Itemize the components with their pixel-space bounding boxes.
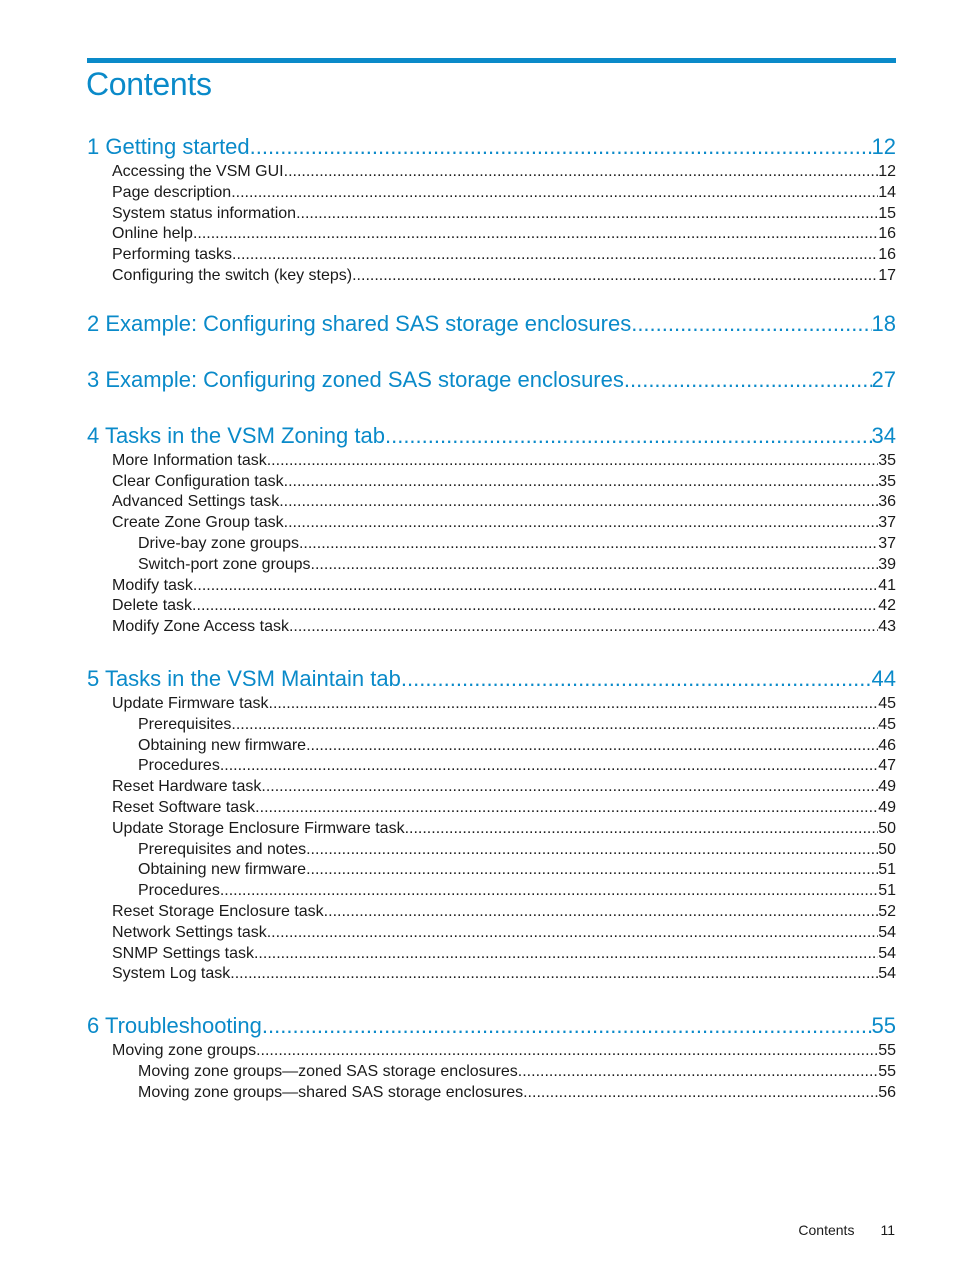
toc-section-title: Reset Hardware task bbox=[112, 778, 262, 796]
toc-section-title: Clear Configuration task bbox=[112, 472, 284, 490]
toc-section-title: Performing tasks bbox=[112, 246, 233, 264]
toc-leader-dots bbox=[279, 492, 878, 513]
header-rule bbox=[87, 58, 896, 63]
toc-section-title: SNMP Settings task bbox=[112, 944, 254, 962]
toc-leader-dots bbox=[352, 266, 878, 287]
toc-section-title: Reset Software task bbox=[112, 798, 256, 816]
toc-section-page: 55 bbox=[878, 1062, 896, 1080]
toc-section-page: 56 bbox=[878, 1083, 896, 1101]
toc-section-title: Procedures bbox=[138, 757, 220, 775]
toc-section-page: 12 bbox=[878, 163, 896, 180]
toc-chapter-title: 3 Example: Configuring zoned SAS storage enclosures bbox=[87, 366, 624, 392]
toc-chapter-page: 34 bbox=[871, 422, 896, 448]
toc-section[interactable] bbox=[87, 266, 896, 287]
page-footer bbox=[798, 1222, 895, 1238]
toc-section[interactable] bbox=[87, 902, 896, 923]
toc-section-title: Prerequisites and notes bbox=[138, 840, 307, 858]
toc-section-page: 37 bbox=[878, 534, 896, 552]
toc-section-page: 54 bbox=[878, 944, 896, 962]
toc-section-title: Accessing the VSM GUI bbox=[112, 163, 284, 180]
toc-leader-dots bbox=[284, 162, 879, 183]
toc-section-page: 35 bbox=[878, 451, 896, 469]
toc-section-title: Page description bbox=[112, 183, 232, 201]
toc-section[interactable] bbox=[87, 1041, 896, 1062]
toc-section-page: 49 bbox=[878, 798, 896, 816]
toc-section-title: Modify Zone Access task bbox=[112, 618, 289, 636]
toc-chapter-title: 4 Tasks in the VSM Zoning tab bbox=[87, 422, 385, 448]
toc-section-title: Create Zone Group task bbox=[112, 514, 284, 532]
toc-section-page: 49 bbox=[878, 778, 896, 796]
toc-section-title: Obtaining new firmware bbox=[138, 861, 307, 879]
toc-leader-dots bbox=[254, 944, 878, 965]
toc-leader-dots bbox=[324, 902, 879, 923]
toc-section[interactable] bbox=[87, 944, 896, 965]
toc-section[interactable] bbox=[87, 534, 896, 555]
toc-section-page: 51 bbox=[878, 882, 896, 900]
toc-section-title: System Log task bbox=[112, 965, 231, 983]
toc-leader-dots bbox=[220, 881, 878, 902]
toc-chapter-page: 12 bbox=[871, 134, 896, 159]
toc-leader-dots bbox=[296, 204, 878, 225]
toc-section-title: Advanced Settings task bbox=[112, 493, 280, 511]
toc-section-page: 14 bbox=[878, 183, 896, 201]
toc-section-page: 51 bbox=[878, 861, 896, 879]
toc-section-page: 37 bbox=[878, 514, 896, 532]
toc-chapter-2[interactable] bbox=[87, 309, 896, 339]
toc-leader-dots bbox=[306, 736, 878, 757]
toc-section[interactable] bbox=[87, 245, 896, 266]
toc-section[interactable] bbox=[87, 923, 896, 944]
toc-chapter-page: 27 bbox=[871, 366, 896, 392]
toc-leader-dots bbox=[401, 664, 872, 694]
toc-leader-dots bbox=[267, 923, 878, 944]
toc-leader-dots bbox=[306, 840, 878, 861]
toc-section-page: 41 bbox=[878, 576, 896, 594]
toc-leader-dots bbox=[255, 798, 878, 819]
toc-chapter-page: 44 bbox=[871, 665, 896, 691]
table-of-contents bbox=[87, 132, 896, 1104]
toc-section-page: 45 bbox=[878, 715, 896, 733]
toc-section-title: System status information bbox=[112, 204, 297, 222]
toc-section[interactable] bbox=[87, 715, 896, 736]
toc-leader-dots bbox=[405, 819, 879, 840]
footer-page-number: 11 bbox=[880, 1222, 895, 1238]
toc-leader-dots bbox=[192, 596, 878, 617]
toc-section[interactable] bbox=[87, 204, 896, 225]
toc-chapter-title: 2 Example: Configuring shared SAS storage enclosures bbox=[87, 310, 632, 336]
toc-section-title: More Information task bbox=[112, 451, 267, 469]
toc-chapter-1[interactable] bbox=[87, 132, 896, 162]
toc-section-page: 50 bbox=[878, 840, 896, 858]
toc-section[interactable] bbox=[87, 596, 896, 617]
toc-chapter-page: 55 bbox=[871, 1013, 896, 1039]
toc-chapter-5[interactable] bbox=[87, 664, 896, 694]
toc-section[interactable] bbox=[87, 162, 896, 183]
footer-label: Contents bbox=[798, 1222, 855, 1238]
toc-section[interactable] bbox=[87, 1083, 896, 1104]
toc-chapter-title: 6 Troubleshooting bbox=[87, 1013, 262, 1039]
toc-section-page: 54 bbox=[878, 923, 896, 941]
toc-leader-dots bbox=[299, 534, 878, 555]
toc-section[interactable] bbox=[87, 881, 896, 902]
toc-leader-dots bbox=[231, 183, 878, 204]
toc-chapter-page: 18 bbox=[871, 310, 896, 336]
toc-section-page: 15 bbox=[878, 204, 896, 222]
toc-section[interactable] bbox=[87, 617, 896, 638]
toc-section[interactable] bbox=[87, 513, 896, 534]
toc-leader-dots bbox=[284, 472, 879, 493]
toc-section[interactable] bbox=[87, 964, 896, 985]
toc-leader-dots bbox=[193, 224, 878, 245]
toc-section-title: Network Settings task bbox=[112, 923, 267, 941]
toc-section-title: Prerequisites bbox=[138, 715, 232, 733]
toc-section-page: 16 bbox=[878, 246, 896, 264]
toc-section-page: 16 bbox=[878, 225, 896, 243]
toc-leader-dots bbox=[256, 1041, 878, 1062]
toc-section-title: Switch-port zone groups bbox=[138, 555, 311, 573]
toc-section[interactable] bbox=[87, 555, 896, 576]
toc-section-page: 47 bbox=[878, 757, 896, 775]
toc-section[interactable] bbox=[87, 224, 896, 245]
toc-section-title: Online help bbox=[112, 225, 193, 243]
toc-section-title: Delete task bbox=[112, 597, 193, 615]
toc-leader-dots bbox=[232, 245, 878, 266]
toc-leader-dots bbox=[385, 421, 872, 451]
toc-section-page: 50 bbox=[878, 819, 896, 837]
toc-section-title: Moving zone groups bbox=[112, 1042, 257, 1060]
toc-section-title: Modify task bbox=[112, 576, 193, 594]
toc-leader-dots bbox=[230, 964, 878, 985]
toc-leader-dots bbox=[306, 860, 878, 881]
toc-section-page: 42 bbox=[878, 597, 896, 615]
toc-section-title: Configuring the switch (key steps) bbox=[112, 266, 353, 284]
toc-section-title: Drive-bay zone groups bbox=[138, 534, 299, 552]
toc-leader-dots bbox=[261, 777, 878, 798]
toc-section-page: 17 bbox=[878, 266, 896, 284]
toc-section-title: Moving zone groups—shared SAS storage enclosures bbox=[138, 1083, 524, 1101]
toc-section-page: 55 bbox=[878, 1042, 896, 1060]
toc-section[interactable] bbox=[87, 736, 896, 757]
toc-chapter-4[interactable] bbox=[87, 421, 896, 451]
toc-section[interactable] bbox=[87, 576, 896, 597]
toc-leader-dots bbox=[311, 555, 879, 576]
toc-section-title: Update Storage Enclosure Firmware task bbox=[112, 819, 405, 837]
toc-section-page: 35 bbox=[878, 472, 896, 490]
toc-section-page: 43 bbox=[878, 618, 896, 636]
toc-leader-dots bbox=[231, 715, 878, 736]
toc-section-title: Obtaining new firmware bbox=[138, 736, 307, 754]
toc-leader-dots bbox=[289, 617, 878, 638]
toc-section-title: Reset Storage Enclosure task bbox=[112, 902, 324, 920]
toc-section[interactable] bbox=[87, 451, 896, 472]
toc-section-title: Procedures bbox=[138, 882, 220, 900]
toc-leader-dots bbox=[284, 513, 879, 534]
toc-section-page: 39 bbox=[878, 555, 896, 573]
toc-section[interactable] bbox=[87, 183, 896, 204]
toc-section[interactable] bbox=[87, 819, 896, 840]
toc-chapter-3[interactable] bbox=[87, 365, 896, 395]
toc-chapter-title: 1 Getting started bbox=[87, 134, 250, 159]
toc-section[interactable] bbox=[87, 1062, 896, 1083]
toc-section[interactable] bbox=[87, 694, 896, 715]
toc-section[interactable] bbox=[87, 492, 896, 513]
toc-section[interactable] bbox=[87, 860, 896, 881]
toc-section-page: 46 bbox=[878, 736, 896, 754]
toc-section-page: 45 bbox=[878, 694, 896, 712]
toc-leader-dots bbox=[250, 132, 872, 162]
toc-leader-dots bbox=[220, 756, 878, 777]
toc-section[interactable] bbox=[87, 798, 896, 819]
toc-section[interactable] bbox=[87, 840, 896, 861]
toc-section[interactable] bbox=[87, 777, 896, 798]
toc-leader-dots bbox=[631, 309, 871, 339]
page-title: Contents bbox=[86, 66, 212, 102]
toc-leader-dots bbox=[267, 451, 878, 472]
toc-section-title: Moving zone groups—zoned SAS storage enclosures bbox=[138, 1062, 518, 1080]
toc-chapter-6[interactable] bbox=[87, 1011, 896, 1041]
toc-leader-dots bbox=[518, 1062, 878, 1083]
toc-section-page: 54 bbox=[878, 965, 896, 983]
toc-section[interactable] bbox=[87, 756, 896, 777]
toc-chapter-title: 5 Tasks in the VSM Maintain tab bbox=[87, 665, 401, 691]
toc-leader-dots bbox=[262, 1011, 872, 1041]
toc-leader-dots bbox=[624, 365, 872, 395]
toc-leader-dots bbox=[193, 576, 878, 597]
toc-section[interactable] bbox=[87, 472, 896, 493]
toc-leader-dots bbox=[269, 694, 879, 715]
toc-leader-dots bbox=[523, 1083, 878, 1104]
toc-section-page: 36 bbox=[878, 493, 896, 511]
toc-section-page: 52 bbox=[878, 902, 896, 920]
toc-section-title: Update Firmware task bbox=[112, 694, 269, 712]
